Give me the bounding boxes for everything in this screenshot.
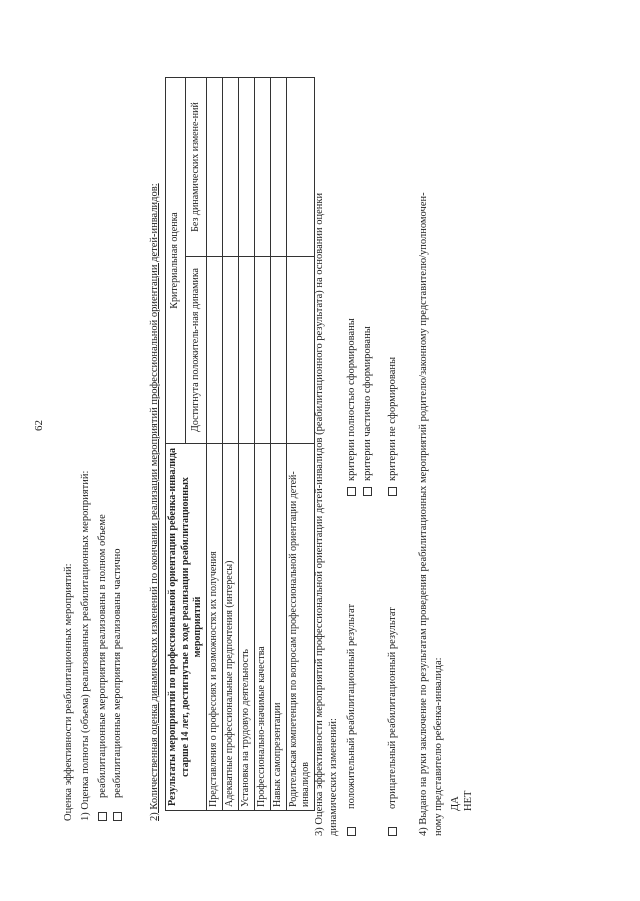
cell-nochange[interactable] <box>222 78 238 257</box>
row-label: Представления о профессиях и возможностях их получения <box>206 444 222 811</box>
checkbox-criteria-full[interactable] <box>347 487 356 496</box>
cell-nochange[interactable] <box>270 78 286 257</box>
section1-question: 1) Оценка полноты (объема) реализованных реабилитационных мероприятий: <box>80 470 91 821</box>
cell-positive[interactable] <box>286 257 314 444</box>
section4-line1: 4) Выдано на руки заключение по результатам проведения реабилитационных мероприятий родителю/законному представителю/уполномочен- <box>418 192 429 836</box>
cell-nochange[interactable] <box>238 78 254 257</box>
negative-result-option[interactable] <box>386 607 399 836</box>
section4-line2: ному представителю ребенка-инвалида: <box>433 657 444 836</box>
row-label: Адекватные профессиональные предпочтения (интересы) <box>222 444 238 811</box>
negative-result-label: отрицательный реабилитационный результат <box>387 607 398 809</box>
row-label: Установка на трудовую деятельность <box>238 444 254 811</box>
page-number: 62 <box>33 420 45 431</box>
section1-heading: Оценка эффективности реабилитационных мероприятий: <box>63 563 74 821</box>
criteria-full-label: критерии полностью сформированы <box>346 318 357 481</box>
checkbox-partial[interactable] <box>113 812 122 821</box>
table-row <box>222 78 238 811</box>
criteria-none-label: критерии не сформированы <box>387 356 398 481</box>
answer-no[interactable]: НЕТ <box>463 790 474 811</box>
cell-positive[interactable] <box>206 257 222 444</box>
row-label: Профессионально-значимые качества <box>254 444 270 811</box>
table-header-positive: Достигнута положитель-ная динамика <box>186 257 206 444</box>
section1-option-partial[interactable] <box>111 549 124 821</box>
section3-title-line1: 3) Оценка эффективности мероприятий профессиональной ориентации детей-инвалидов (реабилитационного результата) на основании оценки <box>314 192 325 836</box>
cell-positive[interactable] <box>222 257 238 444</box>
cell-nochange[interactable] <box>286 78 314 257</box>
table-header-results: Результаты мероприятий по профессиональной ориентации ребенка-инвалида старше 14 лет, достигнутые в ходе реализации реабилитационных мероприятий <box>166 444 207 811</box>
dynamics-table <box>165 77 315 811</box>
table-row <box>254 78 270 811</box>
positive-result-label: положительный реабилитационный результат <box>346 603 357 809</box>
cell-nochange[interactable] <box>206 78 222 257</box>
cell-positive[interactable] <box>254 257 270 444</box>
criteria-none-option[interactable] <box>386 357 399 496</box>
table-header-criteria: Критериальная оценка <box>166 78 186 444</box>
table-row <box>206 78 222 811</box>
section1-option-full[interactable] <box>96 514 109 821</box>
cell-positive[interactable] <box>270 257 286 444</box>
option-partial-label: реабилитационные мероприятия реализованы частично <box>112 548 123 798</box>
cell-positive[interactable] <box>238 257 254 444</box>
checkbox-positive[interactable] <box>347 827 356 836</box>
row-label: Навык самопрезентации <box>270 444 286 811</box>
checkbox-criteria-partial[interactable] <box>363 487 372 496</box>
answer-yes[interactable]: ДА <box>450 796 461 811</box>
row-label: Родительская компетенция по вопросам профессиональной ориентации детей-инвалидов <box>286 444 314 811</box>
table-row <box>286 78 314 811</box>
positive-result-option[interactable] <box>345 604 358 836</box>
checkbox-full[interactable] <box>98 812 107 821</box>
checkbox-negative[interactable] <box>388 827 397 836</box>
option-full-label: реабилитационные мероприятия реализованы в полном объеме <box>97 514 108 798</box>
checkbox-criteria-none[interactable] <box>388 487 397 496</box>
criteria-partial-option[interactable] <box>361 326 374 496</box>
table-header-nochange: Без динамических измене-ний <box>186 78 206 257</box>
cell-nochange[interactable] <box>254 78 270 257</box>
table-row <box>238 78 254 811</box>
table-row <box>270 78 286 811</box>
criteria-partial-label: критерии частично сформированы <box>362 326 373 481</box>
criteria-full-option[interactable] <box>345 318 358 496</box>
section3-title-line2: динамических изменений: <box>328 718 339 836</box>
section2-title: 2) Количественная оценка динамических изменений по окончании реализации мероприятий профессиональной ориентации детей-инвалидов: <box>149 183 160 821</box>
